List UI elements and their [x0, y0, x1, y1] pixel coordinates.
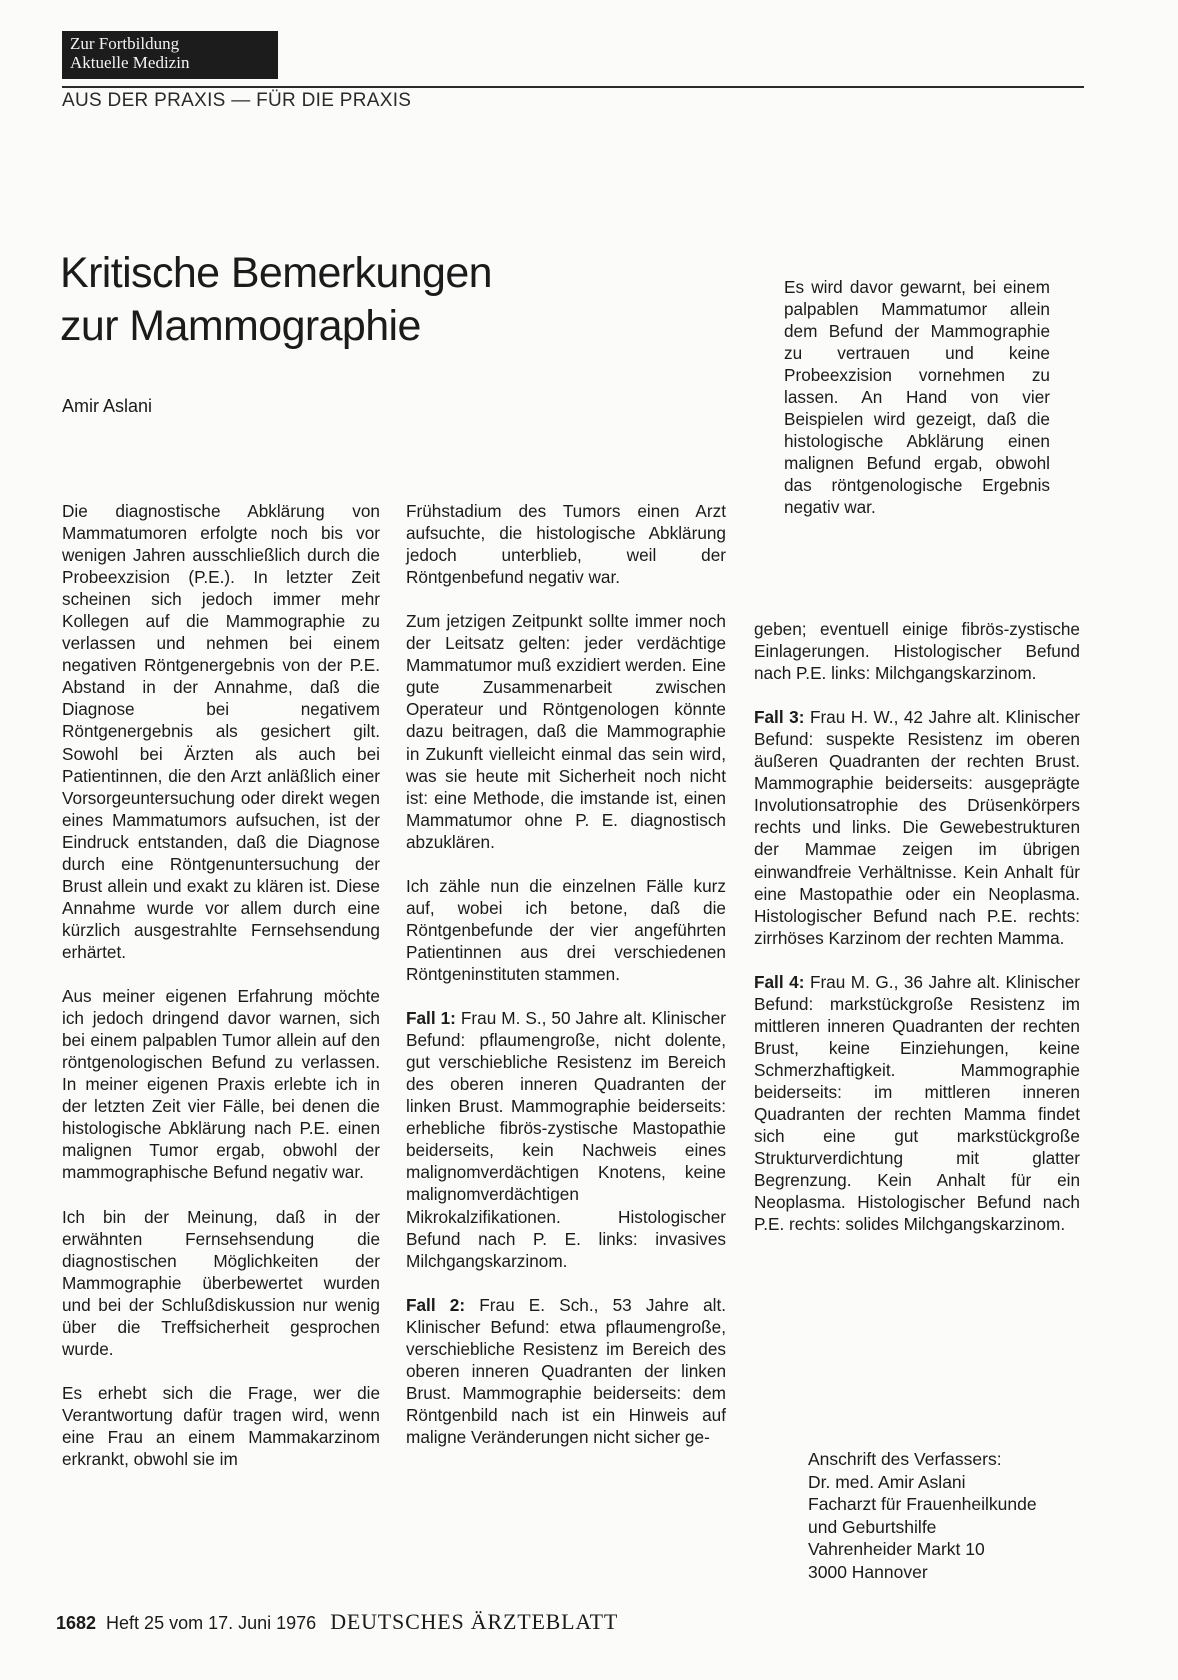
author-name: Amir Aslani [62, 396, 153, 416]
case-label: Fall 4: [754, 971, 805, 992]
column-3 [754, 618, 1080, 1235]
article-title [60, 247, 492, 353]
paragraph: Die diagnostische Abklärung von Mammatumoren erfolgte noch bis vor wenigen Jahren ausschließlich durch die Probeexzision (P.E.). In letzter Zeit scheinen sich jedoch immer mehr Kollegen auf die Mammographie zu verlassen und nehmen bei einem negativen Röntgenergebnis von der P.E. Abstand in der Annahme, daß die Diagnose bei negativem Röntgenergebnis als gesichert gilt. Sowohl bei Ärzten als auch bei Patientinnen, die den Arzt anläßlich einer Vorsorgeuntersuchung oder direkt wegen eines Mammatumors aufsuchen, ist der Eindruck entstanden, daß die Diagnose durch eine Röntgenuntersuchung der Brust allein und exakt zu klären ist. Diese Annahme wurde vor allem durch eine kürzlich ausgestrahlte Fernsehsendung erhärtet. [62, 501, 380, 962]
case-1 [406, 1007, 726, 1272]
address-line: und Geburtshilfe [808, 1516, 937, 1537]
banner-line-1: Zur Fortbildung [70, 34, 180, 53]
case-text: Frau M. G., 36 Jahre alt. Klinischer Befund: markstückgroße Resistenz im mittleren inneren Quadranten der rechten Brust, keine Einziehungen, keine Schmerzhaftigkeit. Mammographie beiderseits: im mittleren inneren Quadranten der rechten Mamma findet sich eine gut markstückgroße Strukturverdichtung mit glatter Begrenzung. Kein Anhalt für ein Neoplasma. Histologischer Befund nach P.E. rechts: solides Milchgangskarzinom. [754, 971, 1080, 1235]
case-4 [754, 971, 1080, 1236]
issue-info: Heft 25 vom 17. Juni 1976 [106, 1613, 317, 1633]
journal-name: DEUTSCHES ÄRZTEBLATT [330, 1609, 619, 1634]
section-rubric: AUS DER PRAXIS — FÜR DIE PRAXIS [62, 90, 412, 111]
title-line-2: zur Mammographie [60, 302, 421, 350]
page-number: 1682 [56, 1613, 97, 1633]
case-label: Fall 1: [406, 1008, 456, 1029]
column-2 [406, 500, 726, 1448]
address-line: Facharzt für Frauenheilkunde [808, 1494, 1037, 1514]
address-line: Dr. med. Amir Aslani [808, 1471, 966, 1492]
case-text: Frau M. S., 50 Jahre alt. Klinischer Befund: pflaumengroße, nicht dolente, gut verschiebliche Resistenz im Bereich des oberen inneren Quadranten der linken Brust. Mammographie beiderseits: erhebliche fibrös-zystische Mastopathie beiderseits, kein Nachweis eines malignomverdächtigen Knotens, keine malignomverdächtigen Mikrokalzifikationen. Histologischer Befund nach P. E. links: invasives Milchgangskarzinom. [406, 1008, 726, 1271]
case-text: Frau H. W., 42 Jahre alt. Klinischer Befund: suspekte Resistenz im oberen äußeren Quadranten der rechten Brust. Mammographie beiderseits: ausgeprägte Involutionsatrophie des Drüsenkörpers rechts und links. Die Gewebestrukturen der Mammae zeigen im übrigen einwandfreie Verhältnisse. Kein Anhalt für eine Mastopathie oder ein Neoplasma. Histologischer Befund nach P.E. rechts: zirrhöses Karzinom der rechten Mamma. [754, 707, 1080, 948]
case-3 [754, 706, 1080, 949]
paragraph: geben; eventuell einige fibrös-zystische Einlagerungen. Histologischer Befund nach P.E. links: Milchgangskarzinom. [754, 619, 1080, 684]
case-label: Fall 3: [754, 707, 805, 728]
paragraph: Frühstadium des Tumors einen Arzt aufsuchte, die histologische Abklärung jedoch unterblieb, weil der Röntgenbefund negativ war. [406, 501, 726, 588]
page-footer [56, 1609, 618, 1635]
paragraph: Ich zähle nun die einzelnen Fälle kurz auf, wobei ich betone, daß die Röntgenbefunde der vier angeführten Patientinnen aus drei verschiedenen Röntgeninstituten stammen. [406, 875, 726, 984]
case-2 [406, 1294, 726, 1448]
section-banner [62, 31, 278, 79]
header-rule [62, 86, 1084, 88]
author-address [808, 1448, 1037, 1583]
abstract: Es wird davor gewarnt, bei einem palpablen Mammatumor allein dem Befund der Mammographie zu vertrauen und keine Probeexzision vornehmen zu lassen. An Hand von vier Beispielen wird gezeigt, daß die histologische Abklärung einen malignen Befund ergab, obwohl das röntgenologische Ergebnis negativ war. [784, 277, 1050, 518]
address-heading: Anschrift des Verfassers: [808, 1449, 1002, 1469]
case-label: Fall 2: [406, 1294, 466, 1315]
paragraph: Es erhebt sich die Frage, wer die Verantwortung dafür tragen wird, wenn eine Frau an einem Mammakarzinom erkrankt, obwohl sie im [62, 1382, 380, 1470]
paragraph: Aus meiner eigenen Erfahrung möchte ich jedoch dringend davor warnen, sich bei einem palpablen Tumor allein auf den röntgenologischen Befund zu verlassen. In meiner eigenen Praxis erlebte ich in der letzten Zeit vier Fälle, bei denen die histologische Abklärung nach P.E. einen malignen Tumor ergab, obwohl der mammographische Befund negativ war. [62, 986, 380, 1183]
paragraph: Zum jetzigen Zeitpunkt sollte immer noch der Leitsatz gelten: jeder verdächtige Mammatumor muß exzidiert werden. Eine gute Zusammenarbeit zwischen Operateur und Röntgenologen könnte dazu beitragen, daß die Mammographie in Zukunft vielleicht einmal das sein wird, was sie heute mit Sicherheit noch nicht ist: eine Methode, die imstande ist, einen Mammatumor ohne P. E. diagnostisch abzuklären. [406, 611, 726, 852]
column-1 [62, 500, 380, 1470]
title-line-1: Kritische Bemerkungen [60, 249, 492, 297]
paragraph: Ich bin der Meinung, daß in der erwähnten Fernsehsendung die diagnostischen Möglichkeiten der Mammographie überbewertet wurden und bei der Schlußdiskussion nur wenig über die Treffsicherheit gesprochen wurde. [62, 1206, 380, 1359]
address-line: Vahrenheider Markt 10 [808, 1539, 985, 1559]
address-line: 3000 Hannover [808, 1561, 928, 1582]
banner-line-2: Aktuelle Medizin [70, 53, 190, 72]
case-text: Frau E. Sch., 53 Jahre alt. Klinischer Befund: etwa pflaumengroße, verschiebliche Resistenz im Bereich des oberen inneren Quadranten der linken Brust. Mammographie beiderseits: dem Röntgenbild nach ist ein Hinweis auf maligne Veränderungen nicht sicher ge- [406, 1294, 727, 1447]
